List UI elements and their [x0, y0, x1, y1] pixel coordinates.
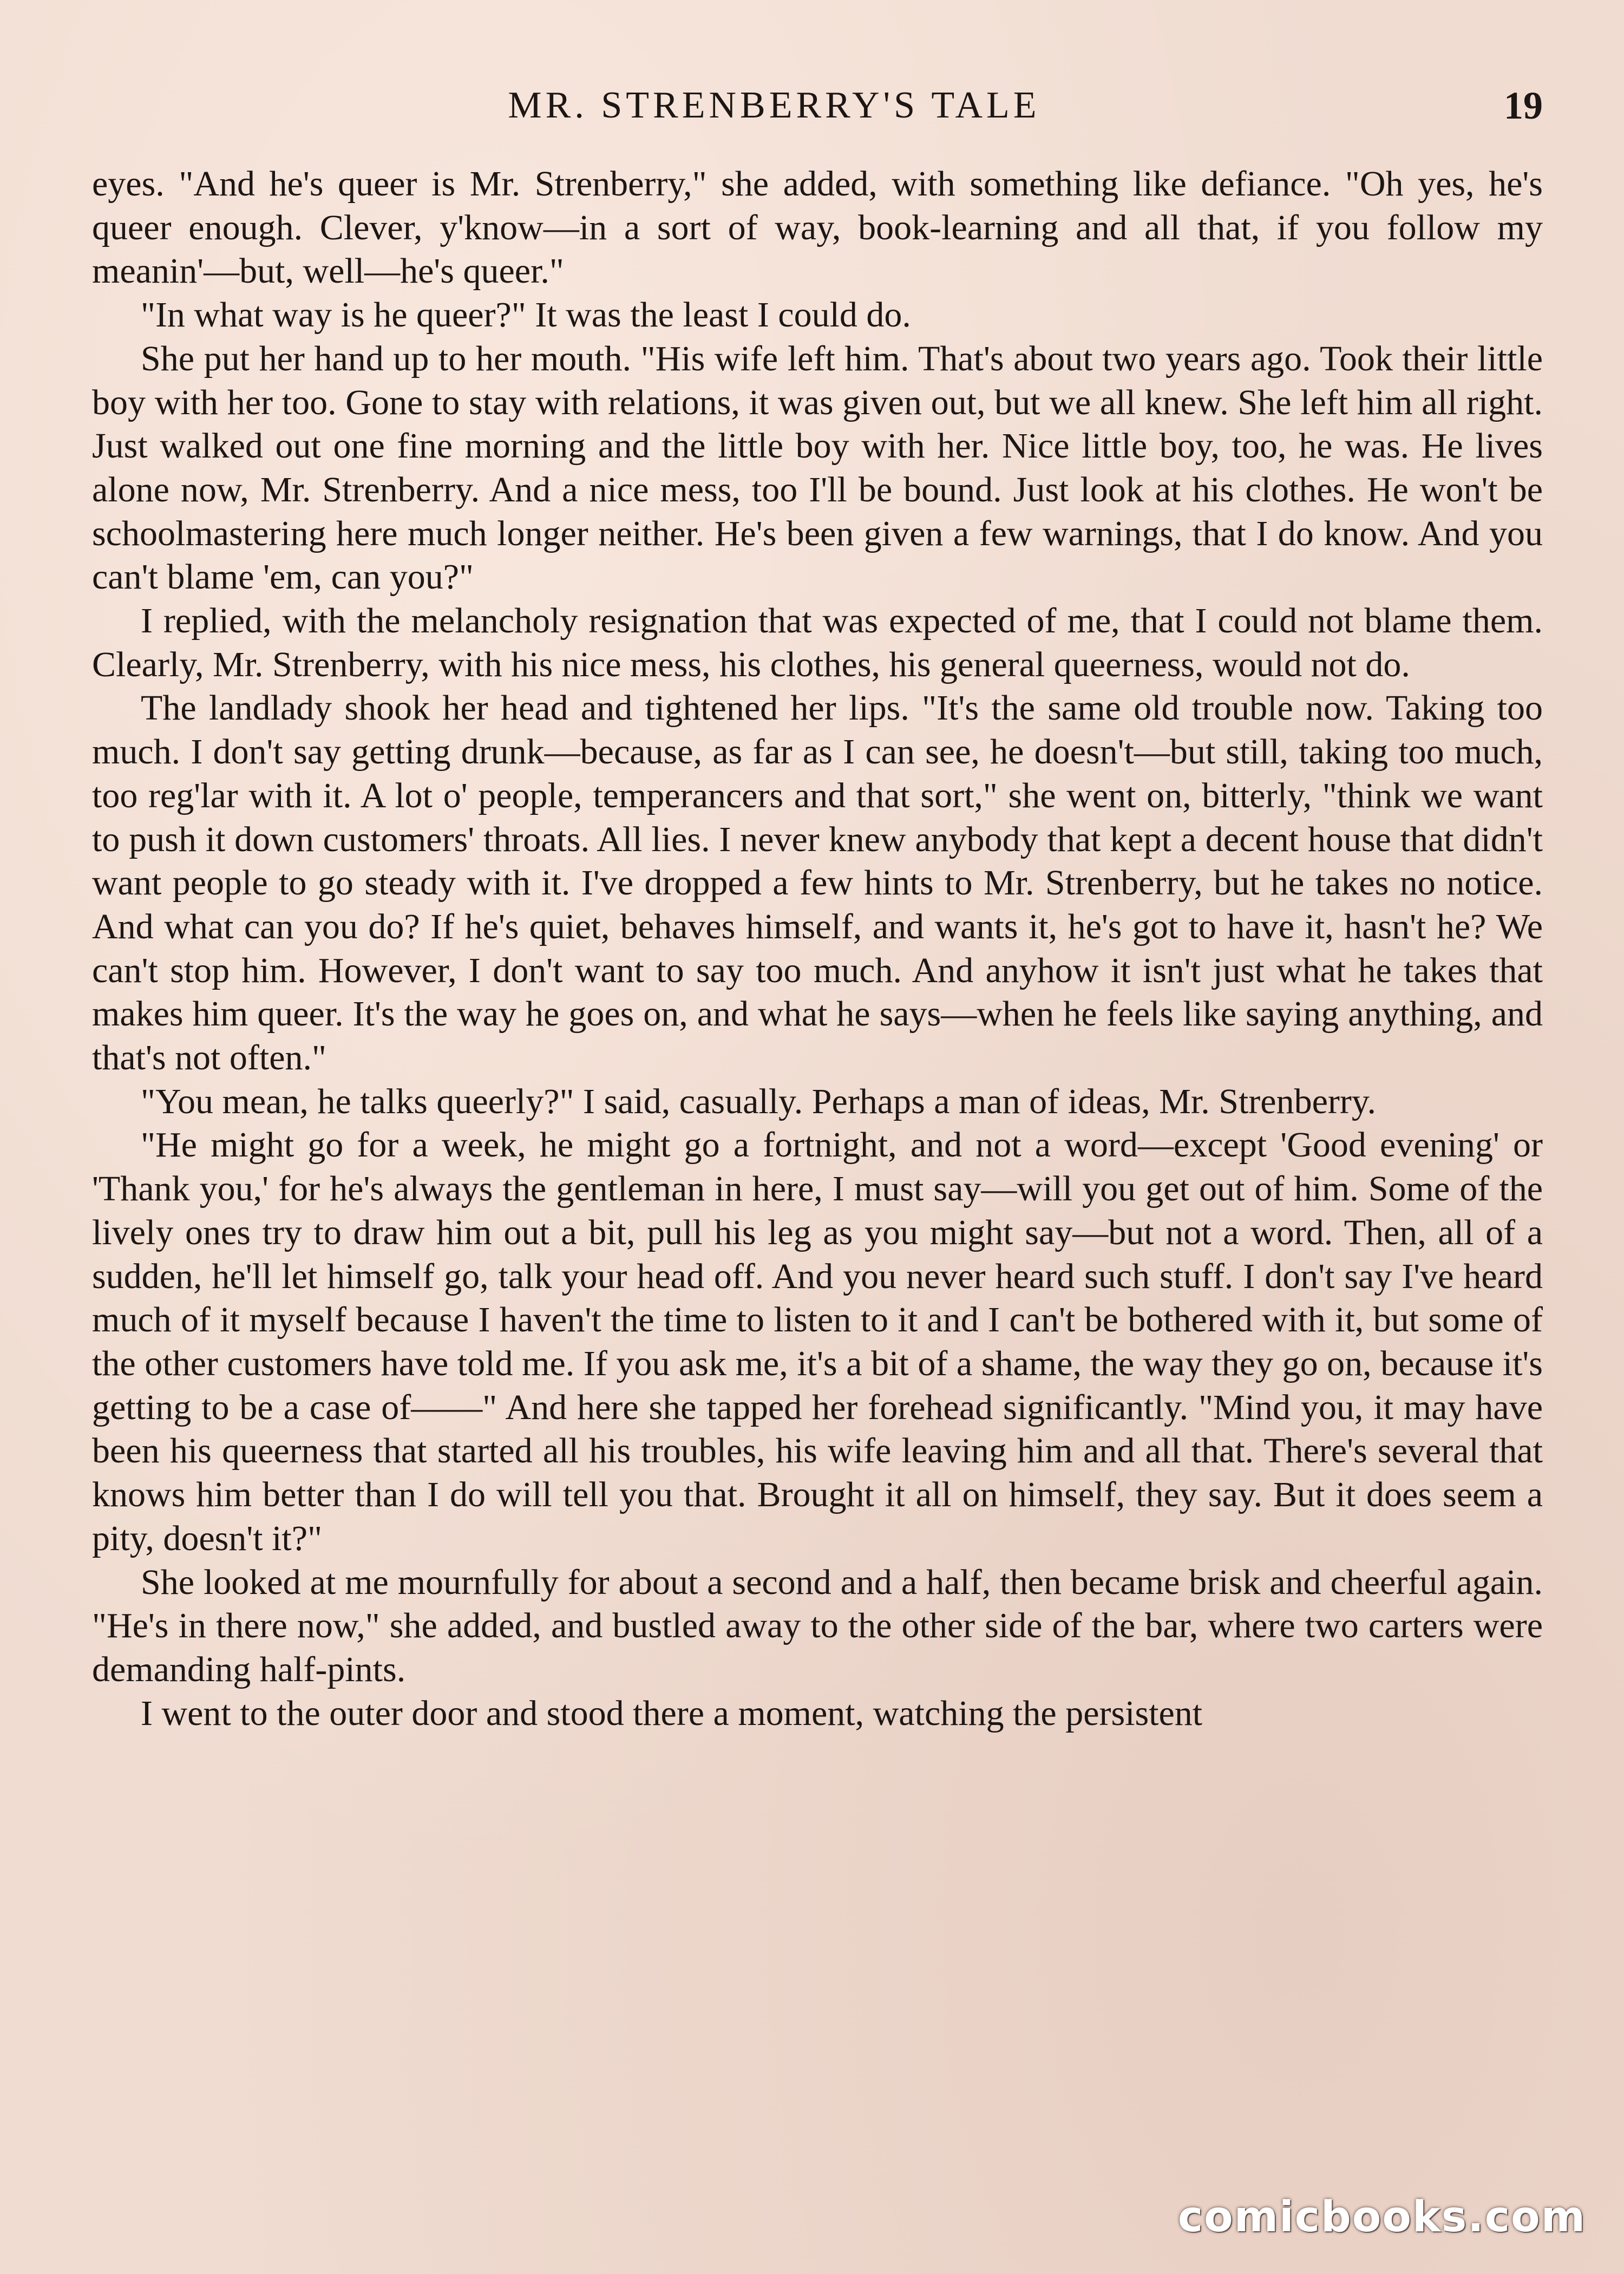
paragraph: The landlady shook her head and tightened her lips. "It's the same old trouble now. Taking too much. I don't say getting drunk—because, as far as I can see, he doesn't—but still, taking too much, too reg'lar with it. A lot o' people, temperancers and that sort," she went on, bitterly, "think we want to push it down customers' throats. All lies. I never knew anybody that kept a decent house that didn't want people to go steady with it. I've dropped a few hints to Mr. Strenberry, but he takes no notice. And what can you do? If he's quiet, behaves himself, and wants it, he's got to have it, hasn't he? We can't stop him. However, I don't want to say too much. And anyhow it isn't just what he takes that makes him queer. It's the way he goes on, and what he says—when he feels like saying anything, and that's not often.": [92, 688, 1543, 1078]
page-number: 19: [1504, 84, 1543, 127]
paragraph: I replied, with the melancholy resignation that was expected of me, that I could not blame them. Clearly, Mr. Strenberry, with his nice mess, his clothes, his general queerness, would not do.: [92, 601, 1543, 684]
paragraph: She looked at me mournfully for about a second and a half, then became brisk and cheerful again. "He's in there now," she added, and bustled away to the other side of the bar, where two carters were demanding half-pints.: [92, 1562, 1543, 1689]
body-text: [92, 162, 1543, 1735]
running-head: [92, 76, 1543, 135]
paragraph: eyes. "And he's queer is Mr. Strenberry," she added, with something like defiance. "Oh yes, he's queer enough. Clever, y'know—in a sort of way, book-learning and all that, if you follow my meanin'—but, well—he's queer.": [92, 164, 1543, 291]
paragraph: "You mean, he talks queerly?" I said, casually. Perhaps a man of ideas, Mr. Strenberry.: [141, 1081, 1377, 1121]
running-title: MR. STRENBERRY'S TALE: [508, 84, 1040, 126]
paragraph: "In what way is he queer?" It was the least I could do.: [141, 295, 911, 335]
paragraph: "He might go for a week, he might go a fortnight, and not a word—except 'Good evening' or 'Thank you,' for he's always the gentleman in here, I must say—will you get out of him. Some of the lively ones try to draw him out a bit, pull his leg as you might say—but not a word. Then, all of a sudden, he'll let himself go, talk your head off. And you never heard such stuff. I don't say I've heard much of it myself because I haven't the time to listen to it and I can't be bothered with it, but some of the other customers have told me. If you ask me, it's a bit of a shame, the way they go on, because it's getting to be a case of——" And here she tapped her forehead significantly. "Mind you, it may have been his queerness that started all his troubles, his wife leaving him and all that. There's several that knows him better than I do will tell you that. Brought it all on himself, they say. But it does seem a pity, doesn't it?": [92, 1125, 1543, 1558]
paragraph: She put her hand up to her mouth. "His wife left him. That's about two years ago. Took their little boy with her too. Gone to stay with relations, it was given out, but we all knew. She left him all right. Just walked out one fine morning and the little boy with her. Nice little boy, too, he was. He lives alone now, Mr. Strenberry. And a nice mess, too I'll be bound. Just look at his clothes. He won't be schoolmastering here much longer neither. He's been given a few warnings, that I do know. And you can't blame 'em, can you?": [92, 338, 1543, 597]
watermark: comicbooks.com: [1177, 2193, 1586, 2242]
paragraph: I went to the outer door and stood there a moment, watching the persistent: [141, 1693, 1203, 1733]
